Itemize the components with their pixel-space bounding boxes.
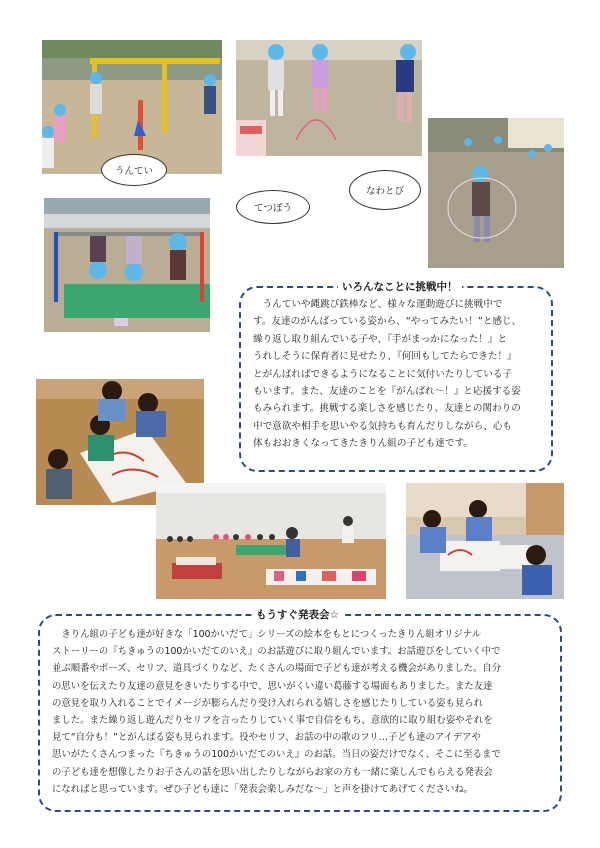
- recital-line: ました。また繰り返し遊んだりセリフを言ったりしていく事で自信をもち、意欲的に取り組む姿やそれを: [52, 715, 493, 727]
- bubble-untei-label: うんてい: [114, 166, 153, 177]
- challenge-body: [253, 296, 521, 453]
- challenge-line: 繰り返し取り組んでいる子や、『手がまっかになった！』と: [253, 333, 508, 345]
- challenge-line: 体もおおきくなってきたきりん組の子ども達です。: [253, 438, 473, 450]
- recital-body: [52, 626, 501, 798]
- challenge-line: とがんばればできるようになることに気付いたりしている子: [253, 368, 513, 380]
- recital-title: もうすぐ発表会☆: [252, 607, 343, 622]
- recital-line: の意見を取り入れることでイメージが膨らんだり受け入れられる嬉しさを感じたりしている姿も見られ: [52, 697, 483, 709]
- bubble-tetsubou: [236, 190, 310, 224]
- challenge-line: もみられます。挑戦する楽しさを感じたり、友達との関わりの: [253, 403, 521, 415]
- photo-hall-rehearsal: [156, 483, 386, 599]
- recital-line: 並ぶ順番やポーズ、セリフ、道具づくりなど、たくさんの場面で子ども達が考える機会がありました。自分: [52, 663, 502, 675]
- recital-line: きりん組の子ども達が好きな「100かいだて」シリーズの絵本をもとにつくったきりん組オリジナル: [52, 629, 482, 640]
- challenge-line: うんていや縄跳び鉄棒など、様々な運動遊びに挑戦中で: [253, 299, 503, 310]
- photo-classroom-painting: [406, 483, 564, 599]
- recital-line: の子ども達を想像したりお子さんの話を思い出したりしながらお家の方も一緒に楽しんでもらえる発表会: [52, 766, 493, 778]
- recital-line: になればと思っています。ぜひ子ども達に「発表会楽しみだな～」と声を掛けてあげてくださいね。: [52, 783, 474, 795]
- challenge-line: 中で意欲や相手を思いやる気持ちも育んだりしながら、心も: [253, 420, 513, 432]
- bubble-untei: [101, 154, 167, 186]
- recital-line: ストーリーの『ちきゅうの100かいだてのいえ』のお話遊びに取り組んでいます。お話遊びをしていく中で: [52, 646, 501, 658]
- challenge-line: うれしそうに保育者に見せたり、『何回もしてたらできた！』: [253, 351, 517, 363]
- challenge-title: いろんなことに挑戦中！: [338, 279, 462, 294]
- bubble-nawatobi: [349, 170, 421, 210]
- recital-line: 思いがたくさんつまった『ちきゅうの100かいだてのいえ』のお話。当日の姿だけでなく、そこに至るまで: [52, 749, 501, 761]
- bubble-nawatobi-label: なわとび: [365, 186, 404, 197]
- photo-jump-rope: [236, 40, 422, 156]
- bubble-tetsubou-label: てつぼう: [253, 203, 292, 214]
- challenge-line: もいます。また、友達のことを『がんばれ～！』と応援する姿: [253, 386, 521, 398]
- photo-iron-bar: [44, 198, 210, 332]
- photo-jump-rope-child: [428, 118, 564, 268]
- recital-line: 見て“自分も！”とがんばる姿も見られます。役やセリフ、お話の中の歌のフリ…子ども達のアイデアや: [52, 732, 481, 744]
- challenge-line: す。友達のがんばっている姿から、“やってみたい！”と感じ、: [253, 316, 522, 328]
- recital-line: の思いを伝えたり友達の意見をきいたりする中で、思いがくい違い葛藤する場面もありました。また友達: [52, 680, 493, 692]
